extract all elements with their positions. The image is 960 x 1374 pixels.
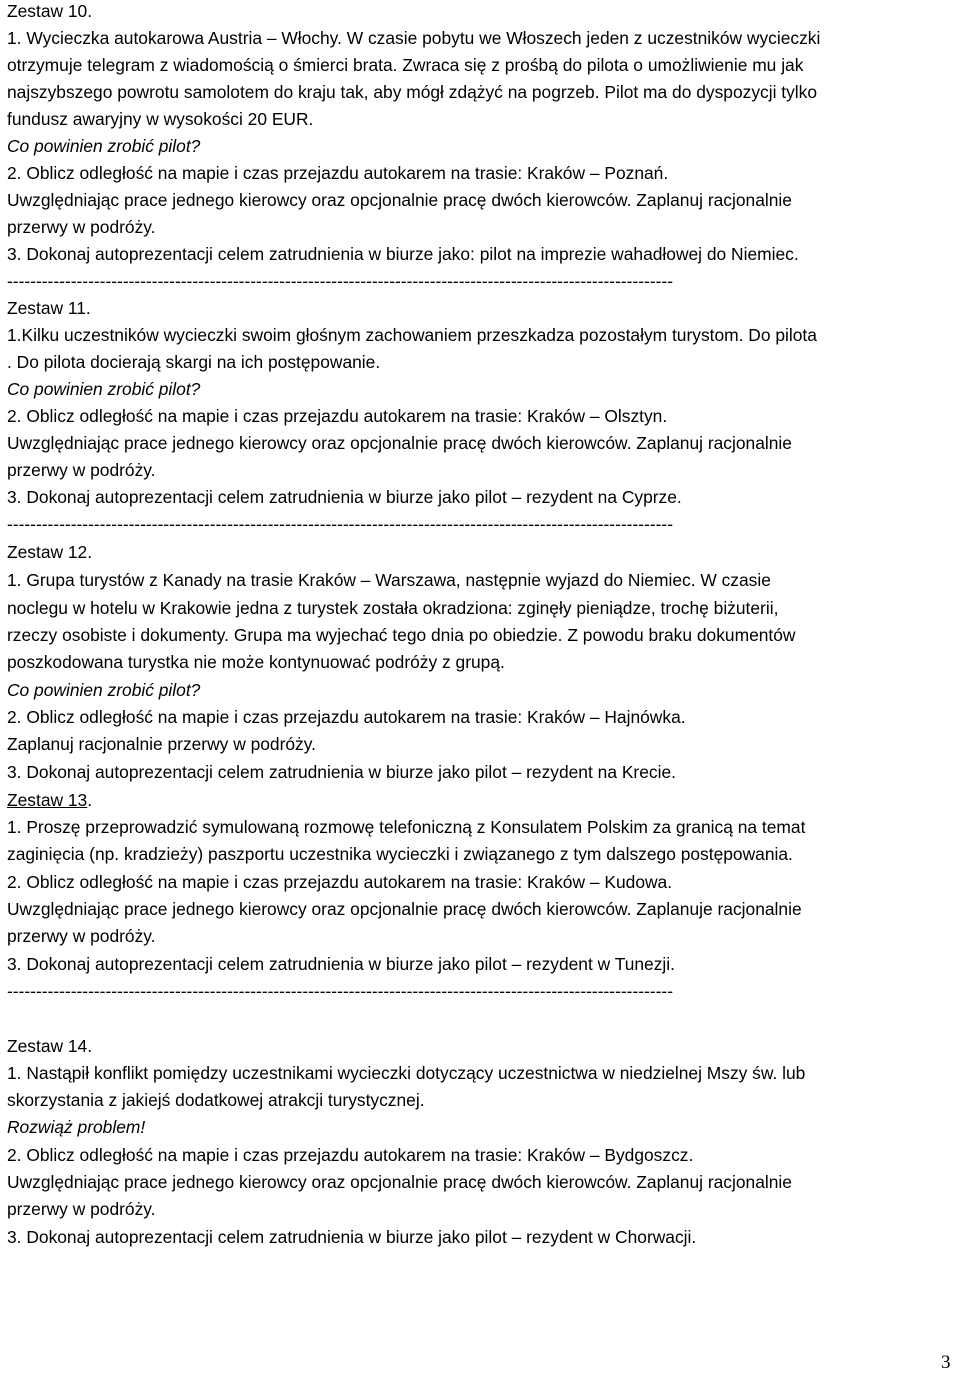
set-14-task-1-line-2: skorzystania z jakiejś dodatkowej atrakcji turystycznej.	[7, 1090, 425, 1110]
set-10-task-2-line-2: Uwzględniając prace jednego kierowcy oraz opcjonalnie pracę dwóch kierowców. Zaplanuj racjonalnie	[7, 190, 792, 210]
set-10-title: Zestaw 10.	[7, 1, 93, 21]
set-14-task-3: 3. Dokonaj autoprezentacji celem zatrudnienia w biurze jako pilot – rezydent w Chorwacji.	[7, 1227, 697, 1247]
set-12-task-3: 3. Dokonaj autoprezentacji celem zatrudnienia w biurze jako pilot – rezydent na Krecie.	[7, 762, 676, 782]
set-14-task-2-line-3: przerwy w podróży.	[7, 1199, 156, 1219]
set-13-task-2-line-1: 2. Oblicz odległość na mapie i czas przejazdu autokarem na trasie: Kraków – Kudowa.	[7, 872, 673, 892]
set-12-task-1-line-4: poszkodowana turystka nie może kontynuować podróży z grupą.	[7, 652, 505, 672]
set-12-task-1-line-1: 1. Grupa turystów z Kanady na trasie Kraków – Warszawa, następnie wyjazd do Niemiec. W czasie	[7, 570, 771, 590]
set-14-title: Zestaw 14.	[7, 1036, 93, 1056]
set-10-task-2-line-1: 2. Oblicz odległość na mapie i czas przejazdu autokarem na trasie: Kraków – Poznań.	[7, 163, 669, 183]
set-10-task-1-line-2: otrzymuje telegram z wiadomością o śmierci brata. Zwraca się z prośbą do pilota o umożliwienie mu jak	[7, 55, 804, 75]
set-11-task-1-line-1: 1.Kilku uczestników wycieczki swoim głośnym zachowaniem przeszkadza pozostałym turystom. Do pilota	[7, 325, 817, 345]
set-14-task-1-line-1: 1. Nastąpił konflikt pomiędzy uczestnikami wycieczki dotyczący uczestnictwa w niedzielnej Mszy św. lub	[7, 1063, 806, 1083]
set-11-task-1-line-2: . Do pilota docierają skargi na ich postępowanie.	[7, 352, 381, 372]
set-12-task-1-line-2: noclegu w hotelu w Krakowie jedna z turystek została okradziona: zginęły pieniądze, trochę biżuterii,	[7, 598, 779, 618]
set-14-prompt: Rozwiąż problem!	[7, 1117, 146, 1137]
set-14-task-2-line-2: Uwzględniając prace jednego kierowcy oraz opcjonalnie pracę dwóch kierowców. Zaplanuj racjonalnie	[7, 1172, 792, 1192]
set-12-task-1-line-3: rzeczy osobiste i dokumenty. Grupa ma wyjechać tego dnia po obiedzie. Z powodu braku dokumentów	[7, 625, 796, 645]
set-11-title: Zestaw 11.	[7, 298, 91, 318]
separator-1: -------------------------------------------------------------------------------------------------------------------	[7, 271, 673, 291]
set-13-task-1-line-1: 1. Proszę przeprowadzić symulowaną rozmowę telefoniczną z Konsulatem Polskim za granicą na temat	[7, 817, 806, 837]
set-13-task-2-line-3: przerwy w podróży.	[7, 926, 156, 946]
page-number: 3	[941, 1352, 951, 1373]
separator-2: -------------------------------------------------------------------------------------------------------------------	[7, 514, 673, 534]
set-11-task-2-line-3: przerwy w podróży.	[7, 460, 156, 480]
set-14-task-2-line-1: 2. Oblicz odległość na mapie i czas przejazdu autokarem na trasie: Kraków – Bydgoszcz.	[7, 1145, 694, 1165]
set-12-question: Co powinien zrobić pilot?	[7, 680, 201, 700]
set-13-task-3: 3. Dokonaj autoprezentacji celem zatrudnienia w biurze jako pilot – rezydent w Tunezji.	[7, 954, 675, 974]
set-12-title: Zestaw 12.	[7, 542, 93, 562]
set-10-task-1-line-1: 1. Wycieczka autokarowa Austria – Włochy. W czasie pobytu we Włoszech jeden z uczestników wycieczki	[7, 28, 821, 48]
set-11-task-3: 3. Dokonaj autoprezentacji celem zatrudnienia w biurze jako pilot – rezydent na Cyprze.	[7, 487, 682, 507]
set-11-question: Co powinien zrobić pilot?	[7, 379, 201, 399]
set-10-task-1-line-4: fundusz awaryjny w wysokości 20 EUR.	[7, 109, 314, 129]
set-12-task-2-line-1: 2. Oblicz odległość na mapie i czas przejazdu autokarem na trasie: Kraków – Hajnówka.	[7, 707, 686, 727]
set-13-title-row	[7, 789, 92, 811]
separator-3: -------------------------------------------------------------------------------------------------------------------	[7, 981, 673, 1001]
set-10-task-3: 3. Dokonaj autoprezentacji celem zatrudnienia w biurze jako: pilot na imprezie wahadłowej do Niemiec.	[7, 244, 799, 264]
set-13-title: Zestaw 13	[7, 790, 88, 810]
set-10-question: Co powinien zrobić pilot?	[7, 136, 201, 156]
set-11-task-2-line-2: Uwzględniając prace jednego kierowcy oraz opcjonalnie pracę dwóch kierowców. Zaplanuj racjonalnie	[7, 433, 792, 453]
set-13-title-period: .	[87, 790, 93, 810]
set-13-task-2-line-2: Uwzględniając prace jednego kierowcy oraz opcjonalnie pracę dwóch kierowców. Zaplanuje racjonalnie	[7, 899, 802, 919]
set-10-task-2-line-3: przerwy w podróży.	[7, 217, 156, 237]
set-13-task-1-line-2: zaginięcia (np. kradzieży) paszportu uczestnika wycieczki i związanego z tym dalszego postępowania.	[7, 844, 793, 864]
set-10-task-1-line-3: najszybszego powrotu samolotem do kraju tak, aby mógł zdążyć na pogrzeb. Pilot ma do dyspozycji tylko	[7, 82, 818, 102]
set-11-task-2-line-1: 2. Oblicz odległość na mapie i czas przejazdu autokarem na trasie: Kraków – Olsztyn.	[7, 406, 668, 426]
set-12-task-2-line-2: Zaplanuj racjonalnie przerwy w podróży.	[7, 734, 316, 754]
